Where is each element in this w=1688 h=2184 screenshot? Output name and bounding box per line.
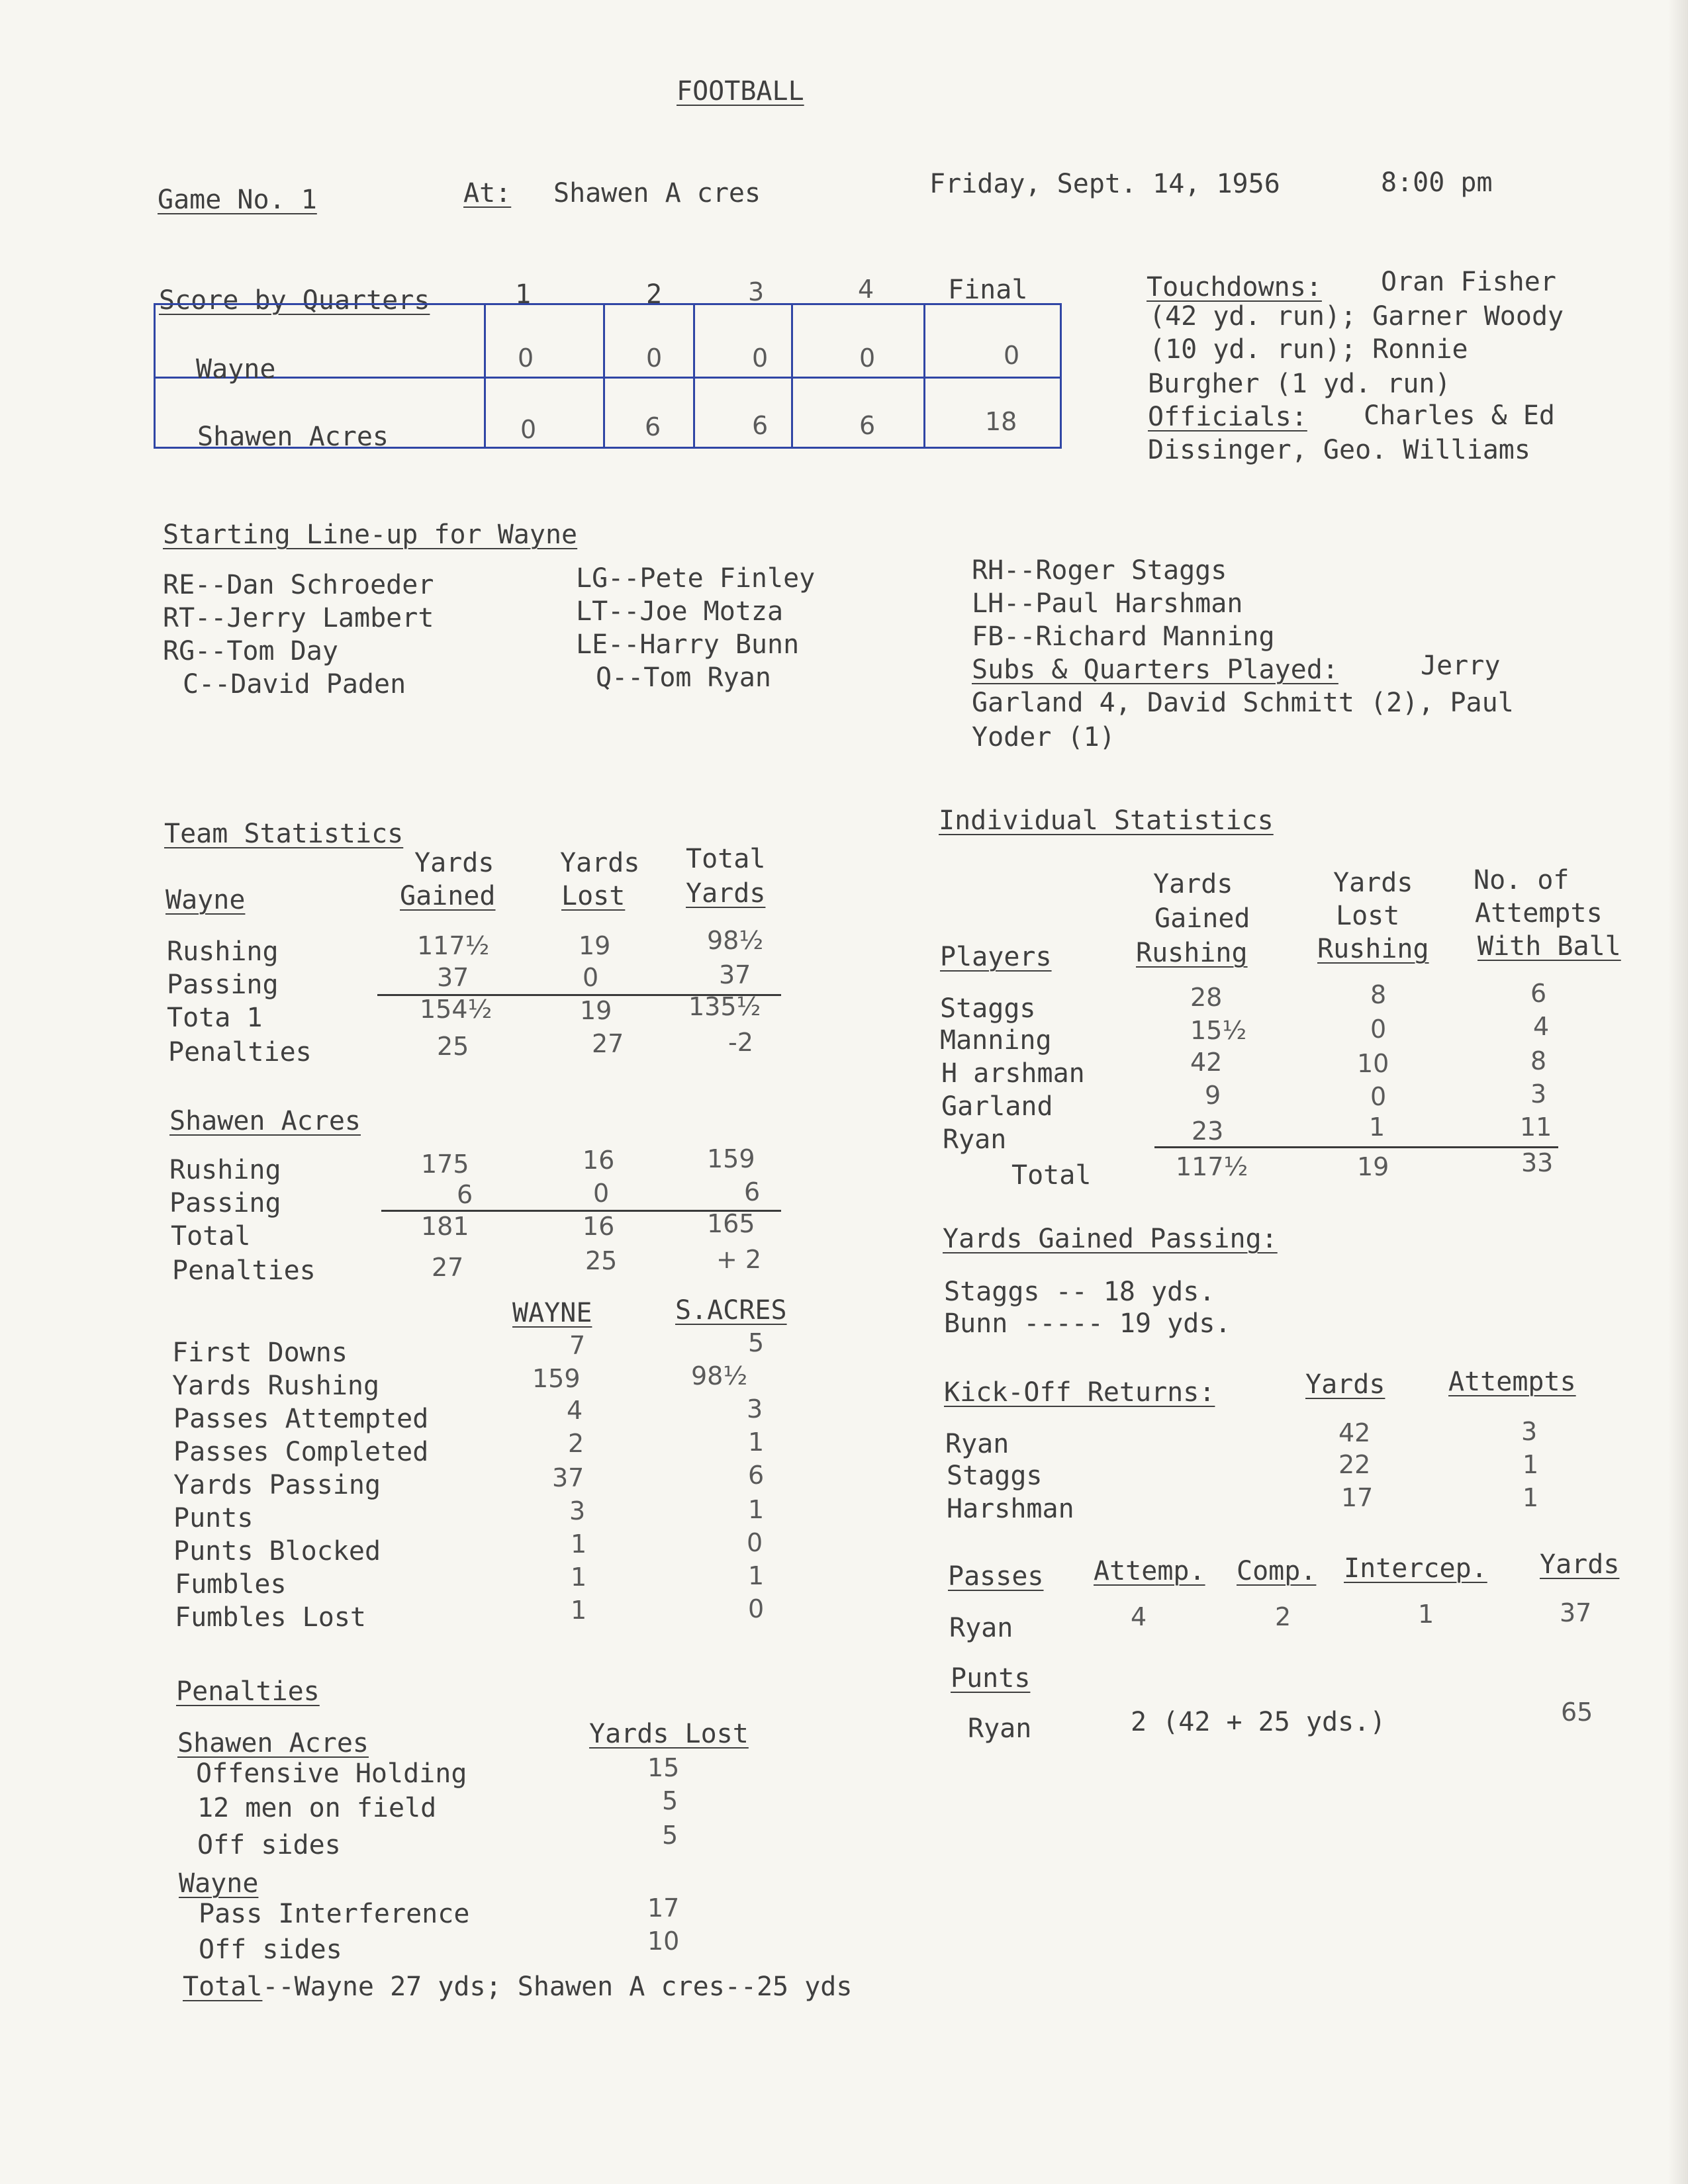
score-wayne-q1: 0	[518, 343, 534, 373]
ind-player-lost: 0	[1370, 1082, 1387, 1111]
kickoff-heading: Kick-Off Returns:	[944, 1377, 1215, 1408]
punts-detail: 2 (42 + 25 yds.)	[1131, 1707, 1386, 1737]
ind-player-att: 6	[1530, 979, 1547, 1008]
ind-players-header: Players	[940, 942, 1052, 972]
score-shawen-q2: 6	[645, 412, 661, 441]
ind-player-name: H arshman	[941, 1058, 1085, 1089]
lineup-le: LE--Harry Bunn	[576, 629, 800, 660]
ind-att-h2: Attempts	[1475, 898, 1603, 929]
ind-player-att: 11	[1520, 1113, 1552, 1142]
passes-name: Ryan	[949, 1613, 1013, 1643]
ind-player-gained: 9	[1205, 1081, 1221, 1110]
ind-player-gained: 15½	[1190, 1016, 1247, 1045]
ind-att-h1: No. of	[1474, 865, 1570, 895]
penalty-item-yards: 5	[662, 1786, 679, 1815]
penalties-heading: Penalties	[176, 1676, 320, 1707]
penalty-item-yards: 15	[647, 1753, 680, 1782]
wayne-rushing-gained: 117½	[417, 931, 490, 960]
wayne-penalties-gained: 25	[437, 1032, 469, 1061]
shawen-passing-total: 6	[744, 1177, 761, 1206]
wayne-rushing-lost: 19	[579, 931, 611, 960]
kickoff-att: 1	[1523, 1483, 1539, 1512]
page-edge-shadow	[1668, 0, 1688, 2184]
wayne-rushing-label: Rushing	[167, 936, 279, 967]
team-stats-shawen-label: Shawen Acres	[169, 1106, 361, 1136]
score-col-final: Final	[948, 275, 1028, 305]
ind-player-gained: 23	[1192, 1116, 1224, 1146]
passing-yards-line: Staggs -- 18 yds.	[944, 1277, 1215, 1307]
passes-yards: 37	[1560, 1598, 1592, 1627]
ind-gained-h1: Yards	[1153, 869, 1233, 899]
kickoff-yards: 22	[1338, 1450, 1371, 1479]
ind-player-lost: 8	[1370, 980, 1387, 1009]
penalties-total-label: Total	[183, 1972, 263, 2002]
touchdowns-line-4: Burgher (1 yd. run)	[1148, 369, 1451, 399]
touchdowns-line-2: (42 yd. run); Garner Woody	[1149, 301, 1564, 332]
passes-comp: 2	[1275, 1602, 1291, 1631]
score-wayne-q2: 0	[646, 343, 663, 373]
comparison-label: Fumbles	[175, 1569, 287, 1600]
score-team-shawen: Shawen Acres	[197, 422, 389, 452]
score-wayne-final: 0	[1004, 341, 1020, 370]
ind-player-att: 4	[1533, 1012, 1550, 1041]
kickoff-att: 1	[1523, 1450, 1539, 1479]
ind-player-att: 8	[1530, 1046, 1547, 1075]
shawen-rushing-lost: 16	[583, 1146, 615, 1175]
comparison-header-sacres: S.ACRES	[675, 1295, 787, 1326]
ind-total-att: 33	[1521, 1148, 1554, 1177]
comparison-sacres-value: 1	[748, 1495, 765, 1524]
ind-lost-h2: Lost	[1336, 901, 1400, 931]
team-stats-heading: Team Statistics	[164, 819, 404, 849]
team-stats-lost-h1: Yards	[560, 848, 640, 878]
wayne-penalties-total: -2	[728, 1028, 753, 1057]
shawen-penalties-label: Penalties	[172, 1255, 316, 1286]
subs-label: Subs & Quarters Played:	[972, 655, 1338, 685]
ind-gained-h3: Rushing	[1136, 938, 1248, 968]
wayne-total-label: Tota 1	[167, 1003, 263, 1033]
comparison-label: Passes Attempted	[173, 1404, 429, 1434]
ind-total-label: Total	[1011, 1160, 1092, 1191]
ind-player-name: Garland	[941, 1091, 1053, 1122]
subs-line-3: Yoder (1)	[972, 722, 1115, 752]
passing-yards-heading: Yards Gained Passing:	[943, 1224, 1278, 1254]
comparison-sacres-value: 6	[748, 1461, 765, 1490]
score-col-4: 4	[858, 275, 874, 304]
subs-line-1: Jerry	[1421, 651, 1501, 681]
game-date: Friday, Sept. 14, 1956	[929, 169, 1280, 199]
comparison-label: Yards Passing	[173, 1470, 381, 1500]
officials-label: Officials:	[1148, 402, 1307, 432]
comparison-wayne-value: 3	[569, 1496, 586, 1525]
penalties-shawen-label: Shawen Acres	[177, 1728, 369, 1758]
ind-player-att: 3	[1530, 1079, 1547, 1109]
comparison-label: First Downs	[172, 1338, 348, 1368]
score-caption: Score by Quarters	[159, 285, 430, 316]
game-number: Game No. 1	[158, 185, 317, 215]
comparison-wayne-value: 159	[532, 1364, 581, 1393]
comparison-label: Passes Completed	[173, 1437, 429, 1467]
shawen-rushing-label: Rushing	[169, 1155, 281, 1185]
lineup-rt: RT--Jerry Lambert	[163, 603, 434, 633]
penalties-wayne-label: Wayne	[179, 1868, 259, 1899]
shawen-passing-gained: 6	[457, 1180, 473, 1209]
penalties-total-text: --Wayne 27 yds; Shawen A cres--25 yds	[262, 1972, 853, 2002]
comparison-sacres-value: 0	[748, 1594, 765, 1623]
score-shawen-q3: 6	[752, 411, 769, 440]
comparison-wayne-value: 1	[571, 1563, 587, 1592]
punts-total: 65	[1561, 1698, 1593, 1727]
lineup-heading: Starting Line-up for Wayne	[163, 520, 578, 550]
punts-name: Ryan	[968, 1713, 1032, 1744]
shawen-passing-lost: 0	[593, 1179, 610, 1208]
passes-header-intercep: Intercep.	[1344, 1553, 1487, 1584]
ind-total-gained: 117½	[1176, 1152, 1248, 1181]
score-col-2: 2	[646, 279, 663, 310]
shawen-penalties-gained: 27	[432, 1253, 464, 1282]
comparison-wayne-value: 37	[552, 1463, 585, 1492]
passes-header-comp: Comp.	[1237, 1556, 1317, 1586]
comparison-sacres-value: 1	[748, 1561, 765, 1590]
penalty-item-label: Off sides	[199, 1934, 342, 1965]
punts-heading: Punts	[951, 1663, 1031, 1694]
shawen-total-gained: 181	[421, 1212, 469, 1241]
score-col-1: 1	[515, 279, 532, 310]
ind-total-lost: 19	[1357, 1152, 1389, 1181]
touchdowns-line-3: (10 yd. run); Ronnie	[1149, 334, 1468, 365]
ind-player-gained: 28	[1190, 983, 1223, 1012]
lineup-re: RE--Dan Schroeder	[163, 570, 434, 600]
passes-header-yards: Yards	[1540, 1549, 1620, 1580]
lineup-lh: LH--Paul Harshman	[972, 588, 1243, 619]
shawen-rushing-gained: 175	[421, 1150, 469, 1179]
officials-line-1: Charles & Ed	[1364, 400, 1555, 431]
score-wayne-q4: 0	[859, 343, 876, 373]
penalty-item-yards: 17	[647, 1893, 680, 1923]
officials-line-2: Dissinger, Geo. Williams	[1148, 435, 1530, 465]
lineup-lt: LT--Joe Motza	[576, 596, 784, 627]
comparison-wayne-value: 1	[571, 1596, 587, 1625]
penalty-item-label: Off sides	[197, 1830, 341, 1860]
kickoff-yards: 17	[1341, 1483, 1374, 1512]
comparison-wayne-value: 4	[567, 1396, 583, 1425]
wayne-penalties-label: Penalties	[168, 1037, 312, 1068]
shawen-total-total: 165	[707, 1209, 755, 1238]
touchdowns-line-1: Oran Fisher	[1381, 267, 1556, 297]
kickoff-yards-header: Yards	[1305, 1369, 1385, 1400]
score-wayne-q3: 0	[752, 343, 769, 373]
shawen-penalties-total: + 2	[716, 1245, 762, 1274]
page-title: FOOTBALL	[677, 76, 804, 107]
ind-gained-h2: Gained	[1154, 903, 1250, 934]
comparison-label: Fumbles Lost	[175, 1602, 366, 1633]
wayne-total-total: 135½	[688, 992, 761, 1021]
wayne-passing-label: Passing	[167, 970, 279, 1000]
penalty-item-label: 12 men on field	[197, 1793, 437, 1823]
lineup-fb: FB--Richard Manning	[972, 621, 1275, 652]
ind-player-gained: 42	[1190, 1048, 1223, 1077]
shawen-total-label: Total	[171, 1221, 251, 1251]
kickoff-yards: 42	[1338, 1418, 1371, 1447]
ind-lost-h3: Rushing	[1317, 934, 1429, 964]
ind-player-name: Ryan	[943, 1124, 1007, 1155]
team-stats-gained-h2: Gained	[400, 881, 496, 911]
wayne-passing-total: 37	[719, 960, 751, 989]
comparison-label: Punts Blocked	[173, 1536, 381, 1567]
ind-player-name: Manning	[940, 1025, 1052, 1056]
wayne-total-gained: 154½	[420, 995, 492, 1024]
penalties-total	[183, 1974, 852, 2000]
team-stats-wayne-label: Wayne	[165, 885, 246, 915]
kickoff-att: 3	[1521, 1417, 1538, 1446]
passes-header-attemp: Attemp.	[1094, 1556, 1205, 1586]
kickoff-attempts-header: Attempts	[1448, 1367, 1576, 1397]
comparison-wayne-value: 1	[571, 1529, 587, 1559]
lineup-c: C--David Paden	[183, 669, 406, 700]
comparison-header-wayne: WAYNE	[512, 1298, 592, 1328]
ind-total-rule	[1154, 1146, 1558, 1148]
comparison-sacres-value: 3	[747, 1394, 763, 1424]
passing-yards-line: Bunn ----- 19 yds.	[944, 1308, 1231, 1339]
comparison-sacres-value: 1	[748, 1428, 765, 1457]
wayne-passing-gained: 37	[437, 963, 469, 992]
penalties-yards-lost-header: Yards Lost	[589, 1719, 749, 1749]
ind-att-h3: With Ball	[1477, 931, 1621, 962]
at-label: At:	[463, 178, 512, 208]
wayne-rushing-total: 98½	[707, 926, 764, 955]
penalty-item-yards: 10	[647, 1927, 680, 1956]
kickoff-name: Staggs	[947, 1461, 1043, 1491]
subs-line-2: Garland 4, David Schmitt (2), Paul	[972, 688, 1514, 718]
wayne-penalties-lost: 27	[592, 1029, 624, 1058]
individual-heading: Individual Statistics	[939, 805, 1274, 836]
comparison-label: Yards Rushing	[172, 1371, 380, 1401]
team-stats-total-h1: Total	[686, 844, 766, 874]
passes-att: 4	[1131, 1602, 1147, 1631]
ind-lost-h1: Yards	[1333, 868, 1413, 898]
team-stats-total-h2: Yards	[686, 878, 766, 909]
comparison-wayne-value: 2	[568, 1429, 585, 1458]
comparison-sacres-value: 98½	[691, 1361, 748, 1390]
ind-player-name: Staggs	[940, 993, 1036, 1024]
shawen-passing-label: Passing	[169, 1188, 281, 1218]
shawen-total-lost: 16	[583, 1212, 615, 1241]
lineup-lg: LG--Pete Finley	[576, 563, 816, 594]
lineup-rh: RH--Roger Staggs	[972, 555, 1227, 586]
penalty-item-label: Offensive Holding	[196, 1758, 467, 1789]
ind-player-lost: 1	[1369, 1113, 1385, 1142]
shawen-penalties-lost: 25	[585, 1246, 618, 1275]
team-stats-lost-h2: Lost	[561, 881, 626, 911]
score-team-wayne: Wayne	[196, 354, 276, 385]
penalty-item-yards: 5	[662, 1821, 679, 1850]
ind-player-lost: 10	[1357, 1049, 1389, 1078]
shawen-rushing-total: 159	[707, 1144, 755, 1173]
ind-player-lost: 0	[1370, 1015, 1387, 1044]
kickoff-name: Ryan	[945, 1429, 1009, 1459]
penalty-item-label: Pass Interference	[199, 1899, 470, 1929]
touchdowns-label: Touchdowns:	[1147, 272, 1322, 302]
comparison-wayne-value: 7	[569, 1331, 586, 1360]
lineup-q: Q--Tom Ryan	[596, 662, 771, 693]
kickoff-name: Harshman	[947, 1494, 1074, 1524]
lineup-rg: RG--Tom Day	[163, 636, 338, 666]
team-stats-gained-h1: Yards	[414, 848, 494, 878]
passes-int: 1	[1418, 1600, 1434, 1629]
score-shawen-q1: 0	[520, 415, 537, 444]
score-col-3: 3	[748, 277, 765, 306]
wayne-passing-lost: 0	[583, 963, 599, 992]
score-shawen-q4: 6	[859, 411, 876, 440]
wayne-total-lost: 19	[580, 996, 612, 1025]
comparison-sacres-value: 0	[747, 1528, 763, 1557]
score-shawen-final: 18	[985, 407, 1017, 436]
comparison-label: Punts	[173, 1503, 254, 1533]
game-location: Shawen A cres	[553, 178, 761, 208]
passes-heading: Passes	[948, 1561, 1044, 1592]
comparison-sacres-value: 5	[748, 1328, 765, 1357]
game-time: 8:00 pm	[1381, 167, 1493, 198]
